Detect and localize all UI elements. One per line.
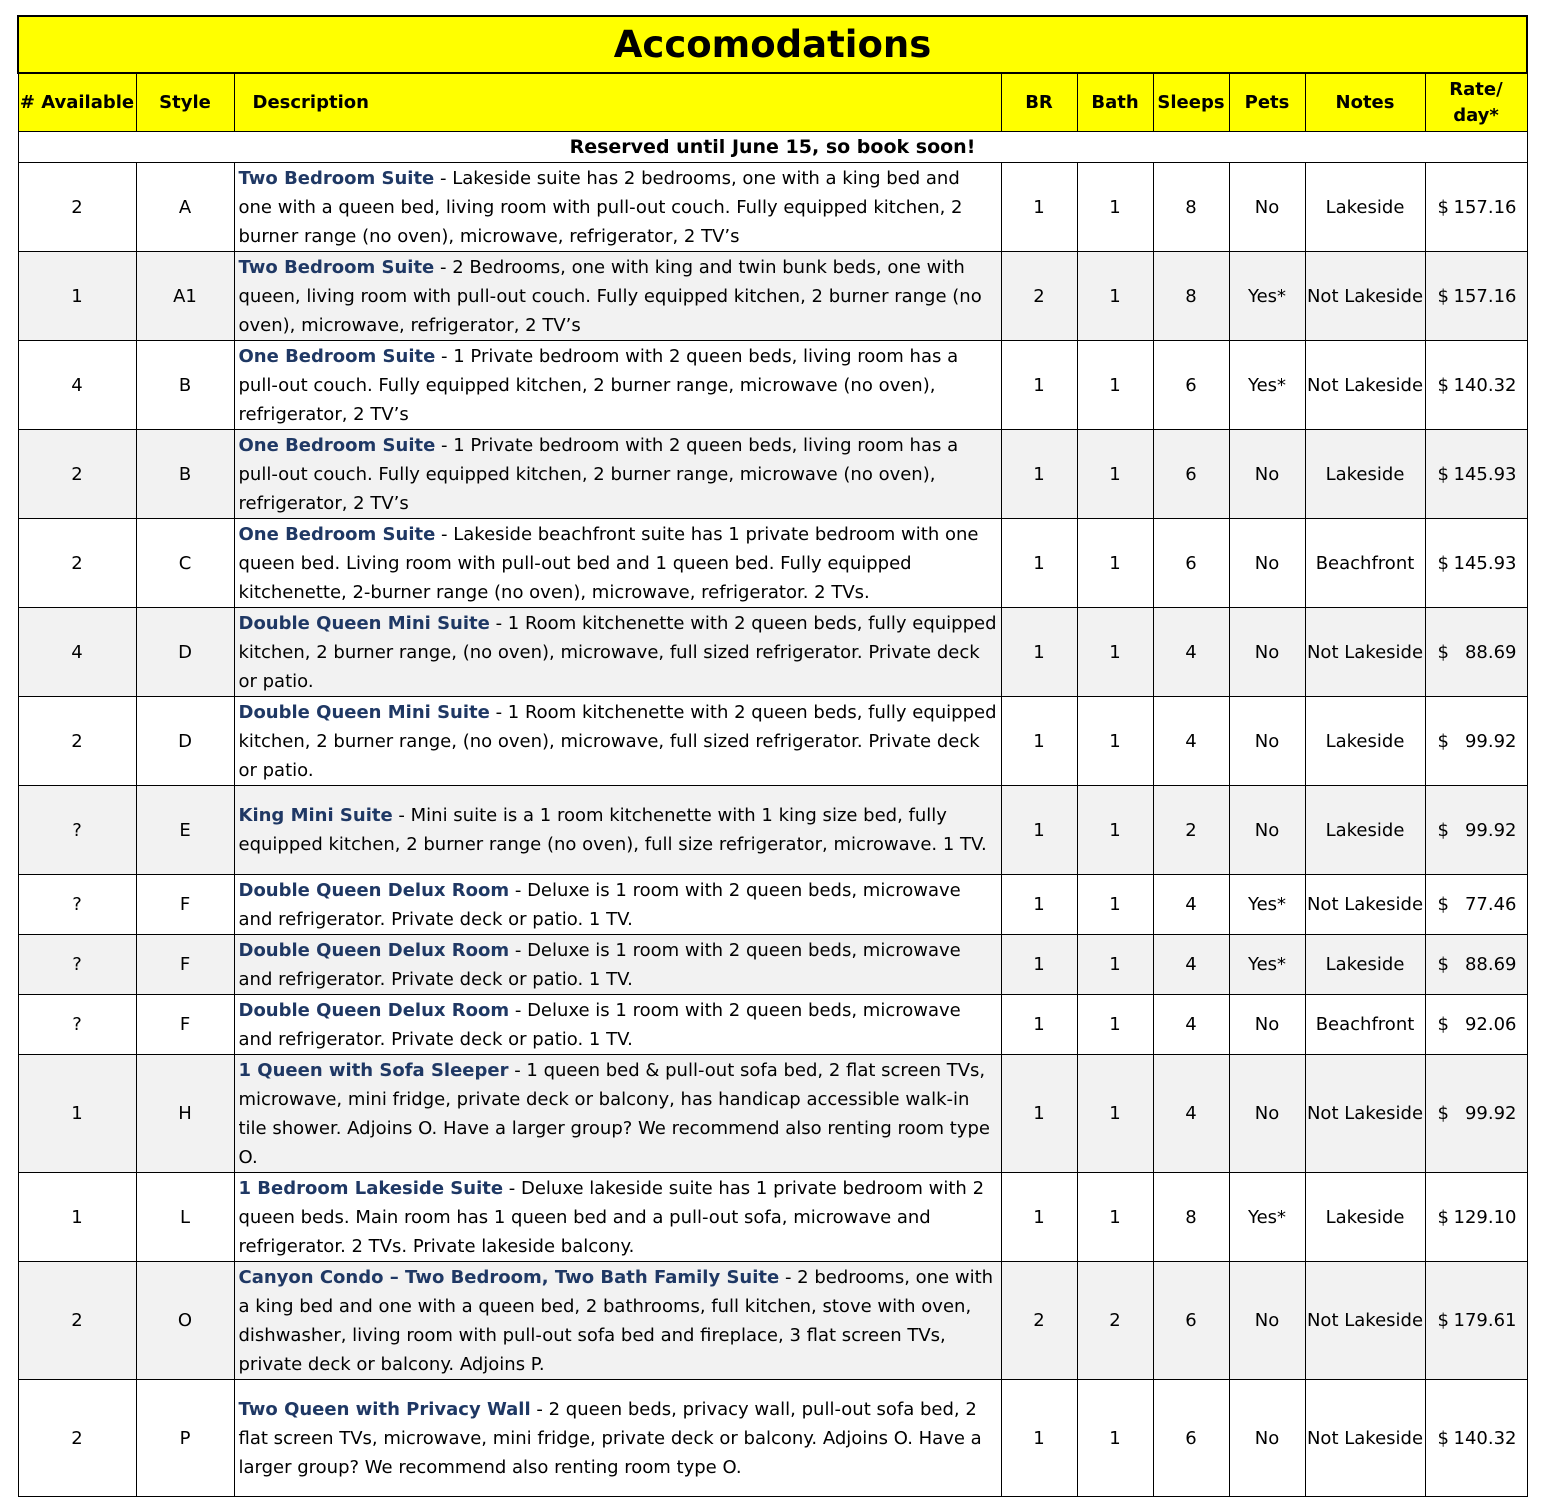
rate-value: 92.06 bbox=[1464, 1014, 1517, 1035]
suite-details: - Mini suite is a 1 room kitchenette with 1 king size bed, fully equipped kitchen, 2 burner range (no oven), full size refrigerator, microwave. 1 TV. bbox=[238, 805, 987, 855]
pets-cell: No bbox=[1229, 697, 1305, 786]
table-row bbox=[18, 519, 1527, 608]
header-rate bbox=[1425, 73, 1527, 132]
header-pets: Pets bbox=[1229, 73, 1305, 132]
header-row bbox=[18, 73, 1527, 132]
sleeps-cell: 8 bbox=[1153, 163, 1229, 252]
sleeps-cell: 6 bbox=[1153, 430, 1229, 519]
notes-cell: Not Lakeside bbox=[1305, 1380, 1425, 1497]
rate-value: 145.93 bbox=[1453, 552, 1517, 574]
accommodations-sheet bbox=[17, 15, 1526, 1497]
style-cell: F bbox=[136, 995, 234, 1055]
suite-name: One Bedroom Suite bbox=[238, 523, 436, 545]
bath-cell: 1 bbox=[1077, 1380, 1153, 1497]
bath-cell: 1 bbox=[1077, 995, 1153, 1055]
description-cell bbox=[234, 697, 1001, 786]
available-cell: 2 bbox=[18, 697, 136, 786]
sleeps-cell: 2 bbox=[1153, 786, 1229, 875]
br-cell: 1 bbox=[1001, 786, 1077, 875]
br-cell: 2 bbox=[1001, 1262, 1077, 1380]
rate-cell bbox=[1425, 1173, 1527, 1262]
notes-cell: Beachfront bbox=[1305, 995, 1425, 1055]
pets-cell: No bbox=[1229, 163, 1305, 252]
rate-value: 140.32 bbox=[1453, 374, 1517, 396]
pets-cell: No bbox=[1229, 786, 1305, 875]
table-row bbox=[18, 697, 1527, 786]
rate-cell bbox=[1425, 875, 1527, 935]
sleeps-cell: 4 bbox=[1153, 875, 1229, 935]
pets-cell: Yes* bbox=[1229, 935, 1305, 995]
sleeps-cell: 4 bbox=[1153, 995, 1229, 1055]
rate-value: 179.61 bbox=[1453, 1310, 1517, 1331]
style-cell: P bbox=[136, 1380, 234, 1497]
available-cell: 2 bbox=[18, 1380, 136, 1497]
suite-name: Two Bedroom Suite bbox=[238, 167, 435, 189]
rate-cell bbox=[1425, 430, 1527, 519]
available-cell: 2 bbox=[18, 519, 136, 608]
currency-symbol: $ bbox=[1437, 1427, 1449, 1449]
bath-cell: 1 bbox=[1077, 163, 1153, 252]
suite-name: Canyon Condo – Two Bedroom, Two Bath Family Suite bbox=[238, 1266, 780, 1288]
rate-cell bbox=[1425, 697, 1527, 786]
currency-symbol: $ bbox=[1437, 730, 1449, 752]
available-cell: ? bbox=[18, 786, 136, 875]
suite-name: Two Bedroom Suite bbox=[238, 256, 435, 278]
notes-cell: Lakeside bbox=[1305, 1173, 1425, 1262]
sleeps-cell: 8 bbox=[1153, 1173, 1229, 1262]
pets-cell: No bbox=[1229, 519, 1305, 608]
style-cell: A bbox=[136, 163, 234, 252]
pets-cell: No bbox=[1229, 1055, 1305, 1173]
bath-cell: 1 bbox=[1077, 875, 1153, 935]
suite-name: Two Queen with Privacy Wall bbox=[238, 1398, 531, 1420]
pets-cell: No bbox=[1229, 1380, 1305, 1497]
header-description: Description bbox=[234, 73, 1001, 132]
suite-details: - Lakeside beachfront suite has 1 private bedroom with one queen bed. Living room with pull-out bed and 1 queen bed. Fully equipped kitchenette, 2-burner range (no oven), microwave, refrigerator. 2 TVs. bbox=[238, 523, 979, 603]
sleeps-cell: 6 bbox=[1153, 519, 1229, 608]
rate-value: 140.32 bbox=[1453, 1427, 1517, 1449]
sleeps-cell: 4 bbox=[1153, 935, 1229, 995]
table-title: Accomodations bbox=[18, 16, 1527, 73]
rate-value: 99.92 bbox=[1464, 730, 1517, 752]
notes-cell: Lakeside bbox=[1305, 430, 1425, 519]
suite-name: 1 Queen with Sofa Sleeper bbox=[238, 1059, 509, 1081]
available-cell: 4 bbox=[18, 341, 136, 430]
pets-cell: Yes* bbox=[1229, 341, 1305, 430]
description-cell bbox=[234, 1262, 1001, 1380]
description-cell bbox=[234, 341, 1001, 430]
table-row bbox=[18, 995, 1527, 1055]
table-row bbox=[18, 875, 1527, 935]
rate-cell bbox=[1425, 252, 1527, 341]
suite-name: Double Queen Delux Room bbox=[238, 999, 510, 1021]
rate-cell bbox=[1425, 1055, 1527, 1173]
currency-symbol: $ bbox=[1437, 819, 1449, 841]
description-cell bbox=[234, 935, 1001, 995]
pets-cell: No bbox=[1229, 1262, 1305, 1380]
br-cell: 1 bbox=[1001, 163, 1077, 252]
suite-details: - 2 bedrooms, one with a king bed and one with a queen bed, 2 bathrooms, full kitchen, stove with oven, dishwasher, living room with pull-out sofa bed and fireplace, 3 flat screen TVs, private deck or balcony. Adjoins P. bbox=[238, 1266, 994, 1375]
notes-cell: Beachfront bbox=[1305, 519, 1425, 608]
pets-cell: Yes* bbox=[1229, 1173, 1305, 1262]
br-cell: 1 bbox=[1001, 608, 1077, 697]
header-bath: Bath bbox=[1077, 73, 1153, 132]
rate-cell bbox=[1425, 341, 1527, 430]
notes-cell: Lakeside bbox=[1305, 786, 1425, 875]
style-cell: B bbox=[136, 341, 234, 430]
available-cell: ? bbox=[18, 935, 136, 995]
rate-value: 99.92 bbox=[1464, 819, 1517, 841]
description-cell bbox=[234, 995, 1001, 1055]
available-cell: ? bbox=[18, 875, 136, 935]
description-cell bbox=[234, 1173, 1001, 1262]
currency-symbol: $ bbox=[1437, 1310, 1449, 1331]
currency-symbol: $ bbox=[1437, 552, 1449, 574]
available-cell: 1 bbox=[18, 1055, 136, 1173]
suite-details: - 1 Room kitchenette with 2 queen beds, fully equipped kitchen, 2 burner range, (no oven), microwave, full sized refrigerator. Private deck or patio. bbox=[238, 612, 997, 692]
sleeps-cell: 8 bbox=[1153, 252, 1229, 341]
rate-value: 88.69 bbox=[1464, 954, 1517, 975]
header-sleeps: Sleeps bbox=[1153, 73, 1229, 132]
suite-details: - 2 queen beds, privacy wall, pull-out sofa bed, 2 flat screen TVs, microwave, mini fridge, private deck or balcony. Adjoins O. Have a larger group? We recommend also renting room type O. bbox=[238, 1398, 982, 1478]
available-cell: 2 bbox=[18, 1262, 136, 1380]
bath-cell: 1 bbox=[1077, 1055, 1153, 1173]
style-cell: A1 bbox=[136, 252, 234, 341]
suite-details: - Deluxe is 1 room with 2 queen beds, microwave and refrigerator. Private deck or patio. 1 TV. bbox=[238, 939, 961, 990]
description-cell bbox=[234, 252, 1001, 341]
style-cell: O bbox=[136, 1262, 234, 1380]
notes-cell: Not Lakeside bbox=[1305, 252, 1425, 341]
notes-cell: Lakeside bbox=[1305, 697, 1425, 786]
available-cell: 2 bbox=[18, 163, 136, 252]
description-cell bbox=[234, 519, 1001, 608]
suite-details: - Deluxe is 1 room with 2 queen beds, microwave and refrigerator. Private deck or patio. 1 TV. bbox=[238, 879, 961, 930]
rate-cell bbox=[1425, 1262, 1527, 1380]
notes-cell: Not Lakeside bbox=[1305, 875, 1425, 935]
available-cell: 1 bbox=[18, 1173, 136, 1262]
suite-details: - 1 Private bedroom with 2 queen beds, living room has a pull-out couch. Fully equipped kitchen, 2 burner range, microwave (no oven), refrigerator, 2 TV’s bbox=[238, 434, 959, 514]
available-cell: ? bbox=[18, 995, 136, 1055]
bath-cell: 1 bbox=[1077, 1173, 1153, 1262]
bath-cell: 1 bbox=[1077, 519, 1153, 608]
table-row bbox=[18, 252, 1527, 341]
header-available: # Available bbox=[18, 73, 136, 132]
pets-cell: Yes* bbox=[1229, 252, 1305, 341]
sleeps-cell: 6 bbox=[1153, 341, 1229, 430]
style-cell: H bbox=[136, 1055, 234, 1173]
sleeps-cell: 6 bbox=[1153, 1262, 1229, 1380]
accommodations-table bbox=[17, 15, 1528, 1497]
style-cell: F bbox=[136, 935, 234, 995]
br-cell: 1 bbox=[1001, 1055, 1077, 1173]
table-row bbox=[18, 786, 1527, 875]
bath-cell: 1 bbox=[1077, 786, 1153, 875]
suite-details: - 1 Private bedroom with 2 queen beds, living room has a pull-out couch. Fully equipped kitchen, 2 burner range, microwave (no oven), refrigerator, 2 TV’s bbox=[238, 345, 959, 425]
suite-details: - 2 Bedrooms, one with king and twin bunk beds, one with queen, living room with pull-out couch. Fully equipped kitchen, 2 burner range (no oven), microwave, refrigerator, 2 TV’s bbox=[238, 256, 982, 336]
pets-cell: Yes* bbox=[1229, 875, 1305, 935]
style-cell: L bbox=[136, 1173, 234, 1262]
br-cell: 1 bbox=[1001, 995, 1077, 1055]
description-cell bbox=[234, 163, 1001, 252]
currency-symbol: $ bbox=[1437, 463, 1449, 485]
table-row bbox=[18, 935, 1527, 995]
table-row bbox=[18, 608, 1527, 697]
suite-details: - Deluxe is 1 room with 2 queen beds, microwave and refrigerator. Private deck or patio. 1 TV. bbox=[238, 999, 961, 1050]
table-row bbox=[18, 1262, 1527, 1380]
style-cell: B bbox=[136, 430, 234, 519]
available-cell: 2 bbox=[18, 430, 136, 519]
currency-symbol: $ bbox=[1437, 1206, 1449, 1228]
header-notes: Notes bbox=[1305, 73, 1425, 132]
rate-cell bbox=[1425, 935, 1527, 995]
pets-cell: No bbox=[1229, 430, 1305, 519]
header-style: Style bbox=[136, 73, 234, 132]
sleeps-cell: 6 bbox=[1153, 1380, 1229, 1497]
description-cell bbox=[234, 1055, 1001, 1173]
sleeps-cell: 4 bbox=[1153, 697, 1229, 786]
suite-name: Double Queen Mini Suite bbox=[238, 612, 490, 634]
currency-symbol: $ bbox=[1437, 641, 1449, 663]
rate-value: 77.46 bbox=[1464, 894, 1517, 915]
style-cell: D bbox=[136, 608, 234, 697]
br-cell: 1 bbox=[1001, 875, 1077, 935]
rate-value: 129.10 bbox=[1453, 1206, 1517, 1228]
header-br: BR bbox=[1001, 73, 1077, 132]
description-cell bbox=[234, 608, 1001, 697]
currency-symbol: $ bbox=[1437, 954, 1449, 975]
suite-name: King Mini Suite bbox=[238, 805, 393, 826]
rate-cell bbox=[1425, 519, 1527, 608]
table-row bbox=[18, 1055, 1527, 1173]
currency-symbol: $ bbox=[1437, 374, 1449, 396]
bath-cell: 1 bbox=[1077, 935, 1153, 995]
currency-symbol: $ bbox=[1437, 1014, 1449, 1035]
notes-cell: Lakeside bbox=[1305, 163, 1425, 252]
accommodation-rows bbox=[18, 163, 1527, 1497]
suite-name: Double Queen Mini Suite bbox=[238, 701, 490, 723]
rate-cell bbox=[1425, 608, 1527, 697]
table-row bbox=[18, 430, 1527, 519]
rate-value: 99.92 bbox=[1464, 1103, 1517, 1124]
notes-cell: Not Lakeside bbox=[1305, 341, 1425, 430]
bath-cell: 1 bbox=[1077, 252, 1153, 341]
bath-cell: 1 bbox=[1077, 341, 1153, 430]
description-cell bbox=[234, 875, 1001, 935]
bath-cell: 2 bbox=[1077, 1262, 1153, 1380]
rate-value: 157.16 bbox=[1453, 285, 1517, 307]
header-rate-line2: day* bbox=[1453, 104, 1499, 126]
currency-symbol: $ bbox=[1437, 196, 1449, 218]
sleeps-cell: 4 bbox=[1153, 1055, 1229, 1173]
rate-cell bbox=[1425, 163, 1527, 252]
br-cell: 1 bbox=[1001, 697, 1077, 786]
available-cell: 4 bbox=[18, 608, 136, 697]
rate-cell bbox=[1425, 995, 1527, 1055]
notes-cell: Not Lakeside bbox=[1305, 608, 1425, 697]
br-cell: 1 bbox=[1001, 935, 1077, 995]
table-row bbox=[18, 1380, 1527, 1497]
sleeps-cell: 4 bbox=[1153, 608, 1229, 697]
suite-name: 1 Bedroom Lakeside Suite bbox=[238, 1177, 504, 1199]
header-rate-line1: Rate/ bbox=[1449, 78, 1503, 100]
bath-cell: 1 bbox=[1077, 608, 1153, 697]
currency-symbol: $ bbox=[1437, 1103, 1449, 1124]
style-cell: F bbox=[136, 875, 234, 935]
suite-details: - Deluxe lakeside suite has 1 private bedroom with 2 queen beds. Main room has 1 queen bed and a pull-out sofa, microwave and refrigerator. 2 TVs. Private lakeside balcony. bbox=[238, 1177, 985, 1257]
available-cell: 1 bbox=[18, 252, 136, 341]
style-cell: D bbox=[136, 697, 234, 786]
suite-name: One Bedroom Suite bbox=[238, 345, 436, 367]
rate-value: 157.16 bbox=[1453, 196, 1517, 218]
suite-details: - 1 Room kitchenette with 2 queen beds, fully equipped kitchen, 2 burner range, (no oven), microwave, full sized refrigerator. Private deck or patio. bbox=[238, 701, 997, 781]
br-cell: 1 bbox=[1001, 1173, 1077, 1262]
notes-cell: Lakeside bbox=[1305, 935, 1425, 995]
description-cell bbox=[234, 1380, 1001, 1497]
br-cell: 2 bbox=[1001, 252, 1077, 341]
pets-cell: No bbox=[1229, 608, 1305, 697]
style-cell: E bbox=[136, 786, 234, 875]
pets-cell: No bbox=[1229, 995, 1305, 1055]
suite-name: One Bedroom Suite bbox=[238, 434, 436, 456]
style-cell: C bbox=[136, 519, 234, 608]
rate-value: 88.69 bbox=[1464, 641, 1517, 663]
bath-cell: 1 bbox=[1077, 697, 1153, 786]
bath-cell: 1 bbox=[1077, 430, 1153, 519]
rate-cell bbox=[1425, 1380, 1527, 1497]
br-cell: 1 bbox=[1001, 1380, 1077, 1497]
suite-name: Double Queen Delux Room bbox=[238, 879, 510, 901]
notes-cell: Not Lakeside bbox=[1305, 1055, 1425, 1173]
currency-symbol: $ bbox=[1437, 894, 1449, 915]
rate-cell bbox=[1425, 786, 1527, 875]
suite-details: - Lakeside suite has 2 bedrooms, one with a king bed and one with a queen bed, living room with pull-out couch. Fully equipped kitchen, 2 burner range (no oven), microwave, refrigerator, 2 TV’s bbox=[238, 167, 963, 247]
br-cell: 1 bbox=[1001, 519, 1077, 608]
description-cell bbox=[234, 786, 1001, 875]
table-row bbox=[18, 1173, 1527, 1262]
table-row bbox=[18, 341, 1527, 430]
description-cell bbox=[234, 430, 1001, 519]
br-cell: 1 bbox=[1001, 341, 1077, 430]
suite-name: Double Queen Delux Room bbox=[238, 939, 510, 961]
notes-cell: Not Lakeside bbox=[1305, 1262, 1425, 1380]
rate-value: 145.93 bbox=[1453, 463, 1517, 485]
br-cell: 1 bbox=[1001, 430, 1077, 519]
reservation-notice: Reserved until June 15, so book soon! bbox=[18, 132, 1527, 163]
table-row bbox=[18, 163, 1527, 252]
suite-details: - 1 queen bed & pull-out sofa bed, 2 flat screen TVs, microwave, mini fridge, private deck or balcony, has handicap accessible walk-in tile shower. Adjoins O. Have a larger group? We recommend also renting room type O. bbox=[238, 1059, 990, 1168]
currency-symbol: $ bbox=[1437, 285, 1449, 307]
